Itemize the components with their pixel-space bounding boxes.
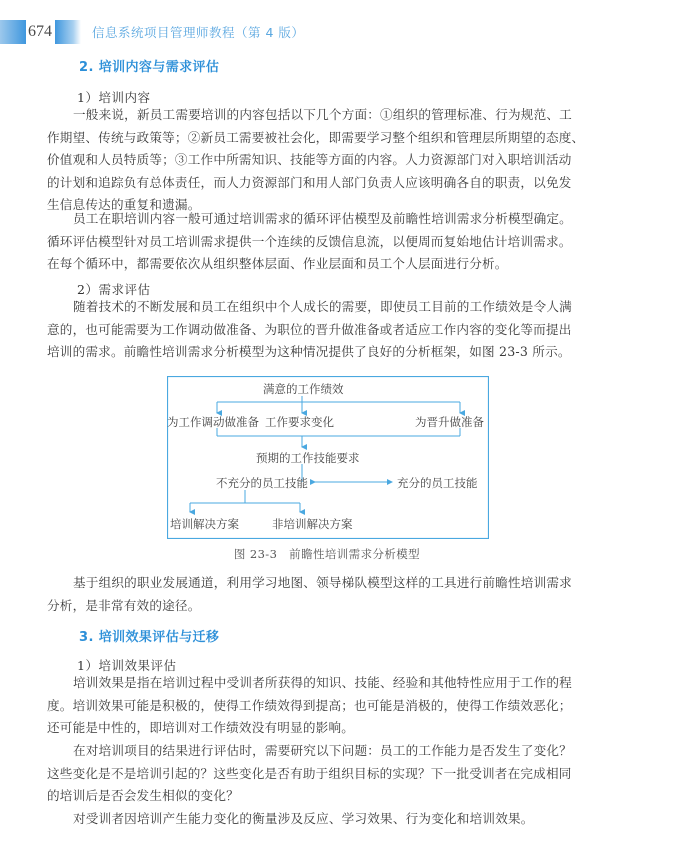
text-line: 在对培训项目的结果进行评估时，需要研究以下问题：员工的工作能力是否发生了变化？ xyxy=(73,743,572,758)
text-line: 意的，也可能需要为工作调动做准备、为职位的晋升做准备或者适应工作内容的变化等而提出 xyxy=(47,321,572,337)
header-accent-bar-left xyxy=(0,20,26,44)
text-line: 随着技术的不断发展和员工在组织中个人成长的需要，即使员工目前的工作绩效是令人满 xyxy=(73,299,572,314)
text-line: 循环评估模型针对员工培训需求提供一个连续的反馈信息流，以便周而复始地估计培训需求。 xyxy=(47,233,572,249)
page-header xyxy=(0,20,690,44)
node-sufficient-skills: 充分的员工技能 xyxy=(397,476,478,490)
text-line: 作期望、传统与政策等；②新员工需要被社会化，即需要学习整个组织和管理层所期望的态度、 xyxy=(47,129,585,145)
paragraph-on-job-training xyxy=(47,208,655,276)
page-number: 674 xyxy=(28,23,52,40)
figure-training-needs-model xyxy=(167,376,489,539)
figure-caption: 图 23-3 前瞻性培训需求分析模型 xyxy=(233,547,421,561)
paragraph-career-path xyxy=(47,572,655,617)
paragraph-needs-assessment xyxy=(47,296,655,364)
text-line: 这些变化是不是培训引起的？这些变化是否有助于组织目标的实现？下一批受训者在完成相同 xyxy=(47,765,572,781)
text-line: 员工在职培训内容一般可通过培训需求的循环评估模型及前瞻性培训需求分析模型确定。 xyxy=(73,211,572,226)
text-line: 的计划和追踪负有总体责任，而人力资源部门和用人部门负责人应该明确各自的职责，以免发 xyxy=(47,174,572,190)
subsection-heading-effect-evaluation: 1）培训效果评估 xyxy=(77,658,177,673)
paragraph-training-effect xyxy=(47,672,655,740)
node-satisfactory-performance: 满意的工作绩效 xyxy=(263,382,344,396)
subsection-heading-training-content: 1）培训内容 xyxy=(77,90,151,105)
node-non-training-solution: 非培训解决方案 xyxy=(272,517,353,531)
text-line: 一般来说，新员工需要培训的内容包括以下几个方面：①组织的管理标准、行为规范、工 xyxy=(73,107,572,122)
subsection-heading-needs-assessment: 2）需求评估 xyxy=(77,282,151,297)
section-heading-2: 2. 培训内容与需求评估 xyxy=(79,60,220,75)
book-title: 信息系统项目管理师教程（第 4 版） xyxy=(92,25,305,40)
paragraph-training-content xyxy=(47,104,655,217)
node-job-requirement-change: 工作要求变化 xyxy=(265,415,334,429)
paragraph-measurement xyxy=(47,808,655,831)
text-line: 分析，是非常有效的途径。 xyxy=(47,597,201,613)
text-line: 度。培训效果可能是积极的，使得工作绩效得到提高；也可能是消极的，使得工作绩效恶化； xyxy=(47,697,572,713)
text-line: 对受训者因培训产生能力变化的衡量涉及反应、学习效果、行为变化和培训效果。 xyxy=(73,811,534,826)
node-training-solution: 培训解决方案 xyxy=(170,517,239,531)
node-prepare-promotion: 为晋升做准备 xyxy=(415,415,484,429)
text-line: 培训的需求。前瞻性培训需求分析模型为这种情况提供了良好的分析框架，如图 23-3 所示。 xyxy=(47,344,571,360)
section-heading-3: 3. 培训效果评估与迁移 xyxy=(79,630,220,645)
text-line: 的培训后是否会发生相似的变化？ xyxy=(47,788,239,804)
text-line: 生信息传达的重复和遗漏。 xyxy=(47,197,201,213)
header-accent-bar-right xyxy=(55,20,81,44)
text-line: 基于组织的职业发展通道，利用学习地图、领导梯队模型这样的工具进行前瞻性培训需求 xyxy=(73,575,572,590)
text-line: 还可能是中性的，即培训对工作绩效没有明显的影响。 xyxy=(47,720,355,736)
text-line: 价值观和人员特质等；③工作中所需知识、技能等方面的内容。人力资源部门对入职培训活动 xyxy=(47,152,572,168)
node-expected-skills: 预期的工作技能要求 xyxy=(256,451,360,465)
text-line: 培训效果是指在培训过程中受训者所获得的知识、技能、经验和其他特性应用于工作的程 xyxy=(73,675,572,690)
node-insufficient-skills: 不充分的员工技能 xyxy=(216,476,308,490)
paragraph-evaluation-questions xyxy=(47,740,655,808)
node-prepare-transfer: 为工作调动做准备 xyxy=(167,415,259,429)
text-line: 在每个循环中，都需要依次从组织整体层面、作业层面和员工个人层面进行分析。 xyxy=(47,256,508,272)
